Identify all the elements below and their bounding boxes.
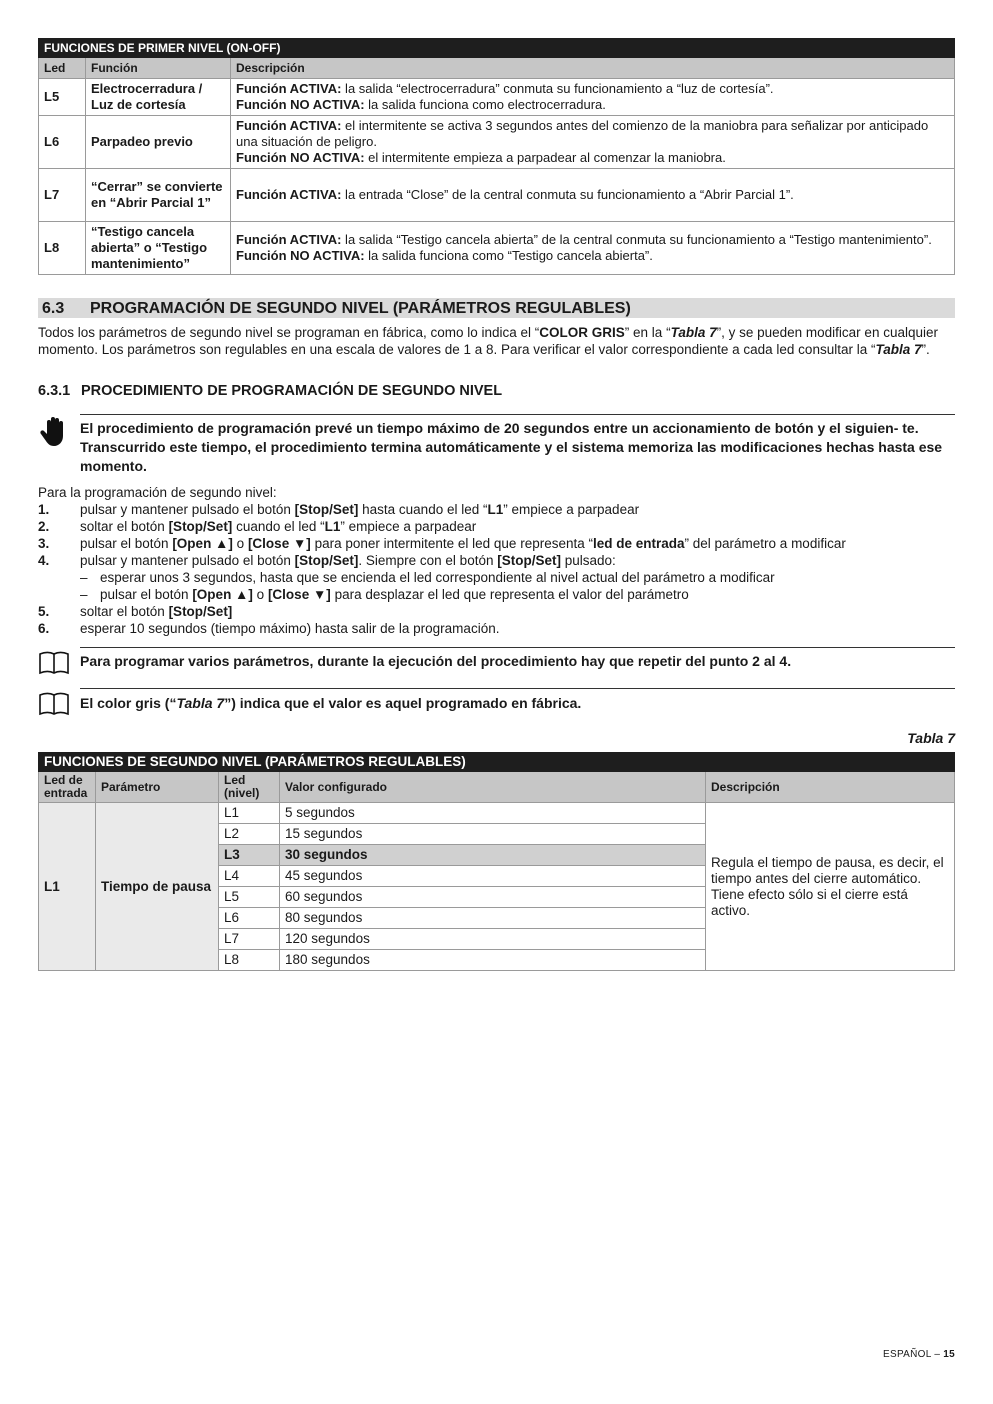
second-level-parameters-table <box>38 752 955 971</box>
led-cell: L6 <box>39 116 86 169</box>
page-footer <box>883 1349 955 1360</box>
book-icon <box>38 691 70 720</box>
procedure-substep: – pulsar el botón [Open ▲] o [Close ▼] para desplazar el led que representa el valor del parámetro <box>80 587 689 602</box>
divider <box>80 414 955 415</box>
description-cell: Función ACTIVA: la salida “electrocerradura” conmuta su funcionamiento a “luz de cortesía”. Función NO ACTIVA: la salida funciona como electrocerradura. <box>231 79 955 116</box>
led-nivel-cell: L8 <box>219 950 280 971</box>
table-label: Tabla 7 <box>907 730 955 746</box>
procedure-steps <box>38 501 955 637</box>
col-header-descripcion: Descripción <box>706 772 955 803</box>
table-row <box>39 116 955 169</box>
parametro-cell: Tiempo de pausa <box>96 803 219 971</box>
table-row <box>39 169 955 222</box>
led-nivel-cell: L3 <box>219 845 280 866</box>
procedure-intro: Para la programación de segundo nivel: <box>38 485 277 500</box>
table-title: FUNCIONES DE PRIMER NIVEL (ON-OFF) <box>39 39 955 58</box>
col-header-valor: Valor configurado <box>280 772 706 803</box>
led-cell: L8 <box>39 222 86 275</box>
hand-stop-icon <box>38 414 72 451</box>
page-number: 15 <box>943 1349 955 1360</box>
section-number: 6.3 <box>42 300 65 317</box>
procedure-step: 6. esperar 10 segundos (tiempo máximo) hasta salir de la programación. <box>38 621 500 636</box>
led-nivel-cell: L7 <box>219 929 280 950</box>
col-header-led-nivel: Led (nivel) <box>219 772 280 803</box>
procedure-step: 1. pulsar y mantener pulsado el botón [Stop/Set] hasta cuando el led “L1” empiece a parpadear <box>38 502 640 517</box>
led-cell: L7 <box>39 169 86 222</box>
procedure-step: 2. soltar el botón [Stop/Set] cuando el led “L1” empiece a parpadear <box>38 519 477 534</box>
procedure-step: 3. pulsar el botón [Open ▲] o [Close ▼] para poner intermitente el led que representa “led de entrada” del parámetro a modificar <box>38 536 846 551</box>
book-icon <box>38 650 70 679</box>
led-nivel-cell: L2 <box>219 824 280 845</box>
function-cell: Electrocerradura / Luz de cortesía <box>86 79 231 116</box>
descripcion-cell: Regula el tiempo de pausa, es decir, el tiempo antes del cierre automático. Tiene efecto sólo si el cierre está activo. <box>706 803 955 971</box>
table-row <box>39 222 955 275</box>
section-heading <box>38 298 955 318</box>
table-row <box>39 79 955 116</box>
note-text: El color gris (“Tabla 7”) indica que el valor es aquel programado en fábrica. <box>80 695 582 711</box>
description-cell: Función ACTIVA: el intermitente se activa 3 segundos antes del comienzo de la maniobra para señalizar por anticipado una situación de peligro. Función NO ACTIVA: el intermitente empieza a parpadear al comenzar la maniobra. <box>231 116 955 169</box>
led-nivel-cell: L1 <box>219 803 280 824</box>
led-nivel-cell: L6 <box>219 908 280 929</box>
valor-cell: 120 segundos <box>280 929 706 950</box>
table-title: FUNCIONES DE SEGUNDO NIVEL (PARÁMETROS REGULABLES) <box>39 753 955 772</box>
valor-cell: 45 segundos <box>280 866 706 887</box>
table-row <box>39 803 955 824</box>
section-intro: Todos los parámetros de segundo nivel se programan en fábrica, como lo indica el “COLOR GRIS” en la “Tabla 7”, y se pueden modificar en cualquier momento. Los parámetros son regulables en una escala de valores de 1 a 8. Para verificar el valor correspondiente a cada led consultar la “Tabla 7”. <box>38 325 938 357</box>
divider <box>80 688 955 689</box>
valor-cell: 180 segundos <box>280 950 706 971</box>
footer-language: ESPAÑOL – <box>883 1349 944 1360</box>
col-header-descripcion: Descripción <box>231 58 955 79</box>
procedure-step: 5. soltar el botón [Stop/Set] <box>38 604 233 619</box>
valor-cell: 15 segundos <box>280 824 706 845</box>
valor-cell: 30 segundos <box>280 845 706 866</box>
procedure-substep: – esperar unos 3 segundos, hasta que se encienda el led correspondiente al nivel actual del parámetro a modificar <box>80 570 775 585</box>
function-cell: Parpadeo previo <box>86 116 231 169</box>
first-level-functions-table <box>38 38 955 275</box>
col-header-led-entrada: Led de entrada <box>39 772 96 803</box>
warning-text: El procedimiento de programación prevé un tiempo máximo de 20 segundos entre un accionamiento de botón y el siguien- te. Transcurrido este tiempo, el procedimiento termina automáticamente y el sistema memoriza las modificaciones hechas hasta ese momento. <box>80 420 943 474</box>
valor-cell: 5 segundos <box>280 803 706 824</box>
section-title: PROGRAMACIÓN DE SEGUNDO NIVEL (PARÁMETROS REGULABLES) <box>90 300 631 317</box>
led-nivel-cell: L5 <box>219 887 280 908</box>
note-text: Para programar varios parámetros, durante la ejecución del procedimiento hay que repetir del punto 2 al 4. <box>80 653 792 669</box>
valor-cell: 80 segundos <box>280 908 706 929</box>
led-nivel-cell: L4 <box>219 866 280 887</box>
col-header-parametro: Parámetro <box>96 772 219 803</box>
function-cell: “Cerrar” se convierte en “Abrir Parcial 1” <box>86 169 231 222</box>
function-cell: “Testigo cancela abierta” o “Testigo mantenimiento” <box>86 222 231 275</box>
led-entrada-cell: L1 <box>39 803 96 971</box>
divider <box>80 647 955 648</box>
led-cell: L5 <box>39 79 86 116</box>
col-header-led: Led <box>39 58 86 79</box>
subsection-heading: 6.3.1 PROCEDIMIENTO DE PROGRAMACIÓN DE SEGUNDO NIVEL <box>38 383 503 399</box>
description-cell: Función ACTIVA: la entrada “Close” de la central conmuta su funcionamiento a “Abrir Parcial 1”. <box>231 169 955 222</box>
col-header-funcion: Función <box>86 58 231 79</box>
valor-cell: 60 segundos <box>280 887 706 908</box>
description-cell: Función ACTIVA: la salida “Testigo cancela abierta” de la central conmuta su funcionamiento a “Testigo mantenimiento”. Función NO ACTIVA: la salida funciona como “Testigo cancela abierta”. <box>231 222 955 275</box>
procedure-step: 4. pulsar y mantener pulsado el botón [Stop/Set]. Siempre con el botón [Stop/Set] pulsado: <box>38 553 616 568</box>
